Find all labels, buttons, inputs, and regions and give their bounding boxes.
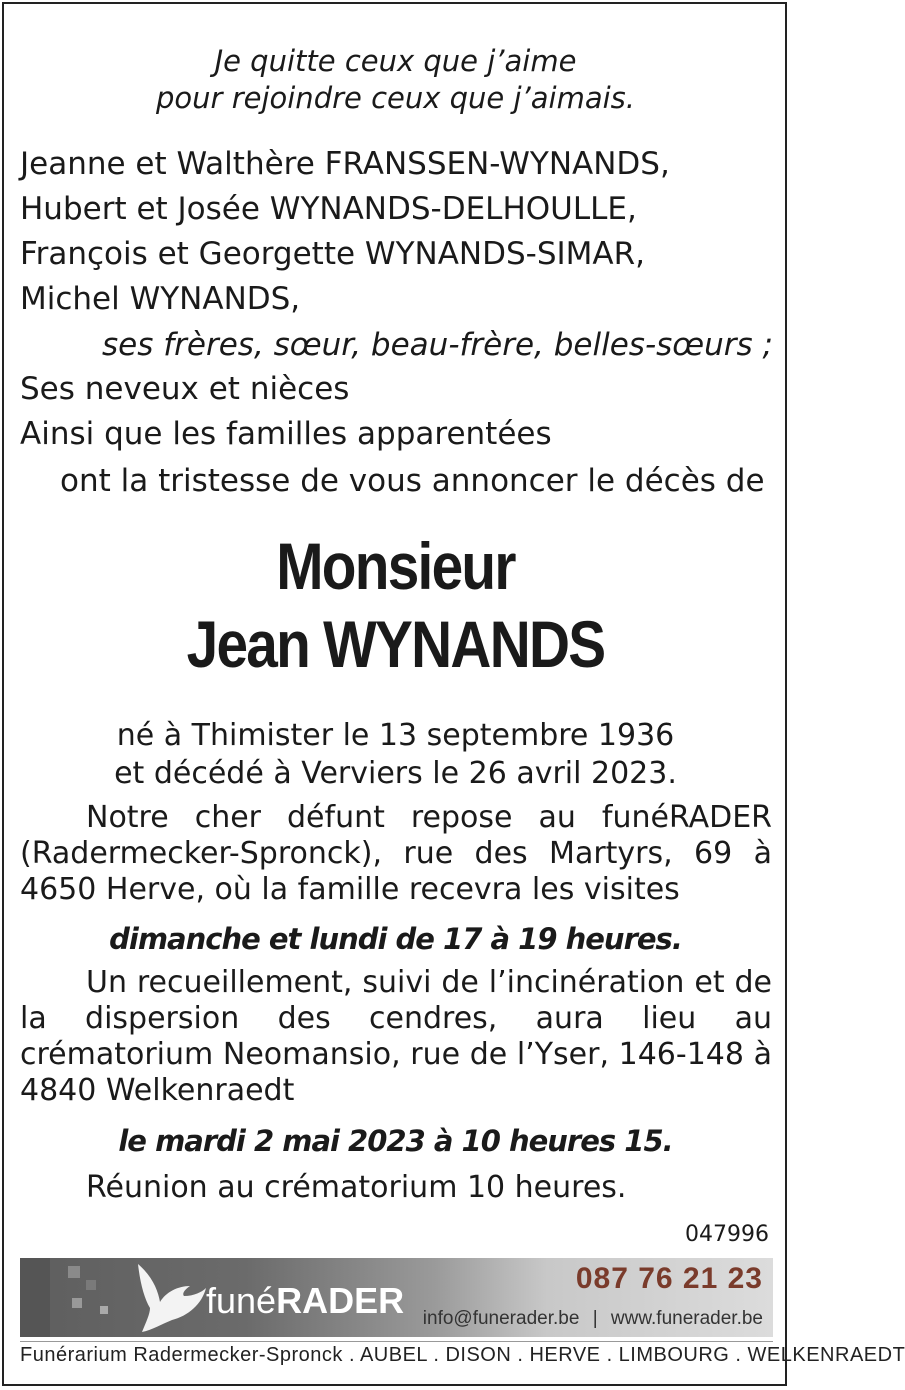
- footer-divider: [20, 1341, 773, 1342]
- banner-decor: [72, 1298, 82, 1308]
- meeting-line: Réunion au crématorium 10 heures.: [86, 1170, 627, 1205]
- ceremony-text: Un recueillement, suivi de l’incinération et de la dispersion des cendres, aura lieu au crématorium Neomansio, rue de l’Yser, 146-148 à 4840 Welkenraedt: [20, 965, 772, 1108]
- family-member: François et Georgette WYNANDS-SIMAR,: [20, 236, 645, 272]
- relation-line: ses frères, sœur, beau-frère, belles-sœurs ;: [102, 327, 773, 363]
- families-line: Ainsi que les familles apparentées: [20, 416, 552, 452]
- family-member: Jeanne et Walthère FRANSSEN-WYNANDS,: [20, 146, 670, 182]
- email-link[interactable]: info@funerader.be: [422, 1308, 580, 1329]
- contact-separator: |: [592, 1308, 598, 1329]
- reference-number: 047996: [685, 1222, 769, 1247]
- brand-prefix: funé: [206, 1280, 277, 1321]
- family-member: Hubert et Josée WYNANDS-DELHOULLE,: [20, 191, 637, 227]
- family-member: Michel WYNANDS,: [20, 281, 301, 317]
- funeral-home-banner: [20, 1258, 773, 1337]
- banner-decor: [86, 1280, 96, 1290]
- birth-line: né à Thimister le 13 septembre 1936: [116, 718, 675, 753]
- epigraph-line-1: Je quitte ceux que j’aime: [214, 44, 577, 78]
- brand-suffix: RADER: [276, 1280, 405, 1321]
- nephews-line: Ses neveux et nièces: [20, 371, 350, 407]
- ceremony-paragraph: [20, 965, 772, 1109]
- ceremony-datetime: le mardi 2 mai 2023 à 10 heures 15.: [118, 1124, 673, 1158]
- death-line: et décédé à Verviers le 26 avril 2023.: [114, 756, 677, 791]
- announcement-line: ont la tristesse de vous annoncer le décès de: [60, 463, 765, 499]
- banner-decor: [68, 1266, 80, 1278]
- footer-locations: Funérarium Radermecker-Spronck . AUBEL . DISON . HERVE . LIMBOURG . WELKENRAEDT: [20, 1344, 905, 1366]
- epigraph-line-2: pour rejoindre ceux que j’aimais.: [156, 81, 635, 115]
- brand-logo: [206, 1280, 404, 1322]
- phone-number[interactable]: 087 76 21 23: [575, 1262, 763, 1295]
- deceased-title: Monsieur: [276, 529, 515, 603]
- website-link[interactable]: www.funerader.be: [610, 1308, 763, 1329]
- visitation-times: dimanche et lundi de 17 à 19 heures.: [109, 922, 682, 956]
- banner-decor: [20, 1258, 50, 1337]
- contact-line: [423, 1308, 763, 1330]
- visitation-text: Notre cher défunt repose au funéRADER (Radermecker-Spronck), rue des Martyrs, 69 à 4650 Herve, où la famille recevra les visites: [20, 800, 772, 907]
- visitation-paragraph: [20, 800, 772, 908]
- deceased-name: Jean WYNANDS: [186, 607, 605, 681]
- dove-icon: [128, 1260, 208, 1334]
- banner-decor: [100, 1306, 108, 1314]
